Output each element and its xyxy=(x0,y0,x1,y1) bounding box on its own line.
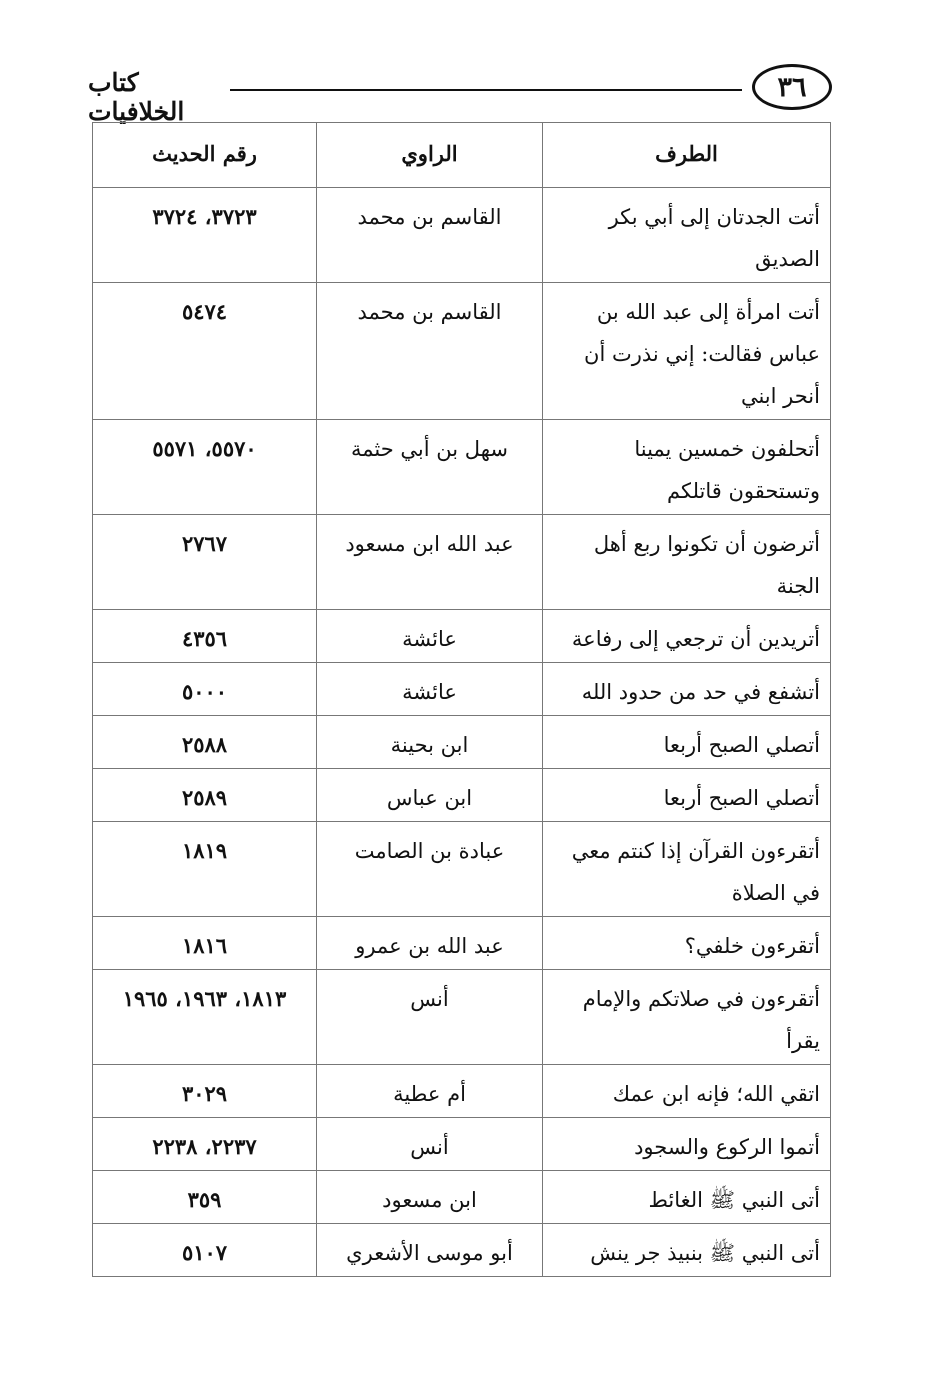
column-header-tarf: الطرف xyxy=(543,123,831,188)
narrator-cell: عبد الله ابن مسعود xyxy=(317,515,543,610)
hadith-number-cell: ٢٥٨٩ xyxy=(93,769,317,822)
tarf-cell: أتقرءون القرآن إذا كنتم معي في الصلاة xyxy=(543,822,831,917)
table-row xyxy=(93,610,831,663)
table-row xyxy=(93,283,831,420)
table-row xyxy=(93,917,831,970)
table-row xyxy=(93,970,831,1065)
tarf-cell: أتصلي الصبح أربعا xyxy=(543,716,831,769)
narrator-cell: ابن عباس xyxy=(317,769,543,822)
table-row xyxy=(93,769,831,822)
hadith-index-table xyxy=(92,122,831,1277)
tarf-cell: أتى النبي ﷺ الغائط xyxy=(543,1171,831,1224)
hadith-number-cell: ٤٣٥٦ xyxy=(93,610,317,663)
tarf-cell: أتقرءون خلفي؟ xyxy=(543,917,831,970)
narrator-cell: أنس xyxy=(317,1118,543,1171)
tarf-cell: أتقرءون في صلاتكم والإمام يقرأ xyxy=(543,970,831,1065)
hadith-number-cell: ١٨١٦ xyxy=(93,917,317,970)
hadith-number-cell: ٢٥٨٨ xyxy=(93,716,317,769)
tarf-cell: أتت امرأة إلى عبد الله بن عباس فقالت: إني نذرت أن أنحر ابني xyxy=(543,283,831,420)
tarf-cell: أتصلي الصبح أربعا xyxy=(543,769,831,822)
table-row xyxy=(93,1065,831,1118)
tarf-cell: أتى النبي ﷺ بنبيذ جر ينش xyxy=(543,1224,831,1277)
narrator-cell: أبو موسى الأشعري xyxy=(317,1224,543,1277)
book-title: كتاب الخلافيات xyxy=(88,68,185,126)
page-header xyxy=(88,60,840,126)
column-header-number: رقم الحديث xyxy=(93,123,317,188)
table-row xyxy=(93,1224,831,1277)
hadith-number-cell: ٣٠٢٩ xyxy=(93,1065,317,1118)
hadith-number-cell: ١٨١٣، ١٩٦٣، ١٩٦٥ xyxy=(93,970,317,1065)
hadith-number-cell: ١٨١٩ xyxy=(93,822,317,917)
hadith-number-cell: ٥٠٠٠ xyxy=(93,663,317,716)
table-row xyxy=(93,1171,831,1224)
header-rule xyxy=(230,89,742,91)
narrator-cell: ابن بحينة xyxy=(317,716,543,769)
narrator-cell: أنس xyxy=(317,970,543,1065)
page-number: ٣٦ xyxy=(752,64,832,110)
narrator-cell: عبادة بن الصامت xyxy=(317,822,543,917)
table-row xyxy=(93,1118,831,1171)
narrator-cell: القاسم بن محمد xyxy=(317,283,543,420)
table-row xyxy=(93,188,831,283)
table-row xyxy=(93,663,831,716)
narrator-cell: ابن مسعود xyxy=(317,1171,543,1224)
hadith-number-cell: ٥٤٧٤ xyxy=(93,283,317,420)
tarf-cell: أتحلفون خمسين يمينا وتستحقون قاتلكم xyxy=(543,420,831,515)
tarf-cell: أتشفع في حد من حدود الله xyxy=(543,663,831,716)
tarf-cell: اتقي الله؛ فإنه ابن عمك xyxy=(543,1065,831,1118)
hadith-number-cell: ٥١٠٧ xyxy=(93,1224,317,1277)
table-row xyxy=(93,420,831,515)
tarf-cell: أتموا الركوع والسجود xyxy=(543,1118,831,1171)
narrator-cell: عائشة xyxy=(317,610,543,663)
column-header-rawi: الراوي xyxy=(317,123,543,188)
narrator-cell: سهل بن أبي حثمة xyxy=(317,420,543,515)
narrator-cell: أم عطية xyxy=(317,1065,543,1118)
hadith-number-cell: ٥٥٧٠، ٥٥٧١ xyxy=(93,420,317,515)
narrator-cell: عبد الله بن عمرو xyxy=(317,917,543,970)
table-row xyxy=(93,515,831,610)
hadith-number-cell: ٢٧٦٧ xyxy=(93,515,317,610)
tarf-cell: أتريدين أن ترجعي إلى رفاعة xyxy=(543,610,831,663)
hadith-number-cell: ٢٢٣٧، ٢٢٣٨ xyxy=(93,1118,317,1171)
hadith-number-cell: ٣٧٢٣، ٣٧٢٤ xyxy=(93,188,317,283)
table-row xyxy=(93,716,831,769)
tarf-cell: أتت الجدتان إلى أبي بكر الصديق xyxy=(543,188,831,283)
tarf-cell: أترضون أن تكونوا ربع أهل الجنة xyxy=(543,515,831,610)
narrator-cell: عائشة xyxy=(317,663,543,716)
narrator-cell: القاسم بن محمد xyxy=(317,188,543,283)
table-header-row xyxy=(93,123,831,188)
hadith-number-cell: ٣٥٩ xyxy=(93,1171,317,1224)
table-row xyxy=(93,822,831,917)
